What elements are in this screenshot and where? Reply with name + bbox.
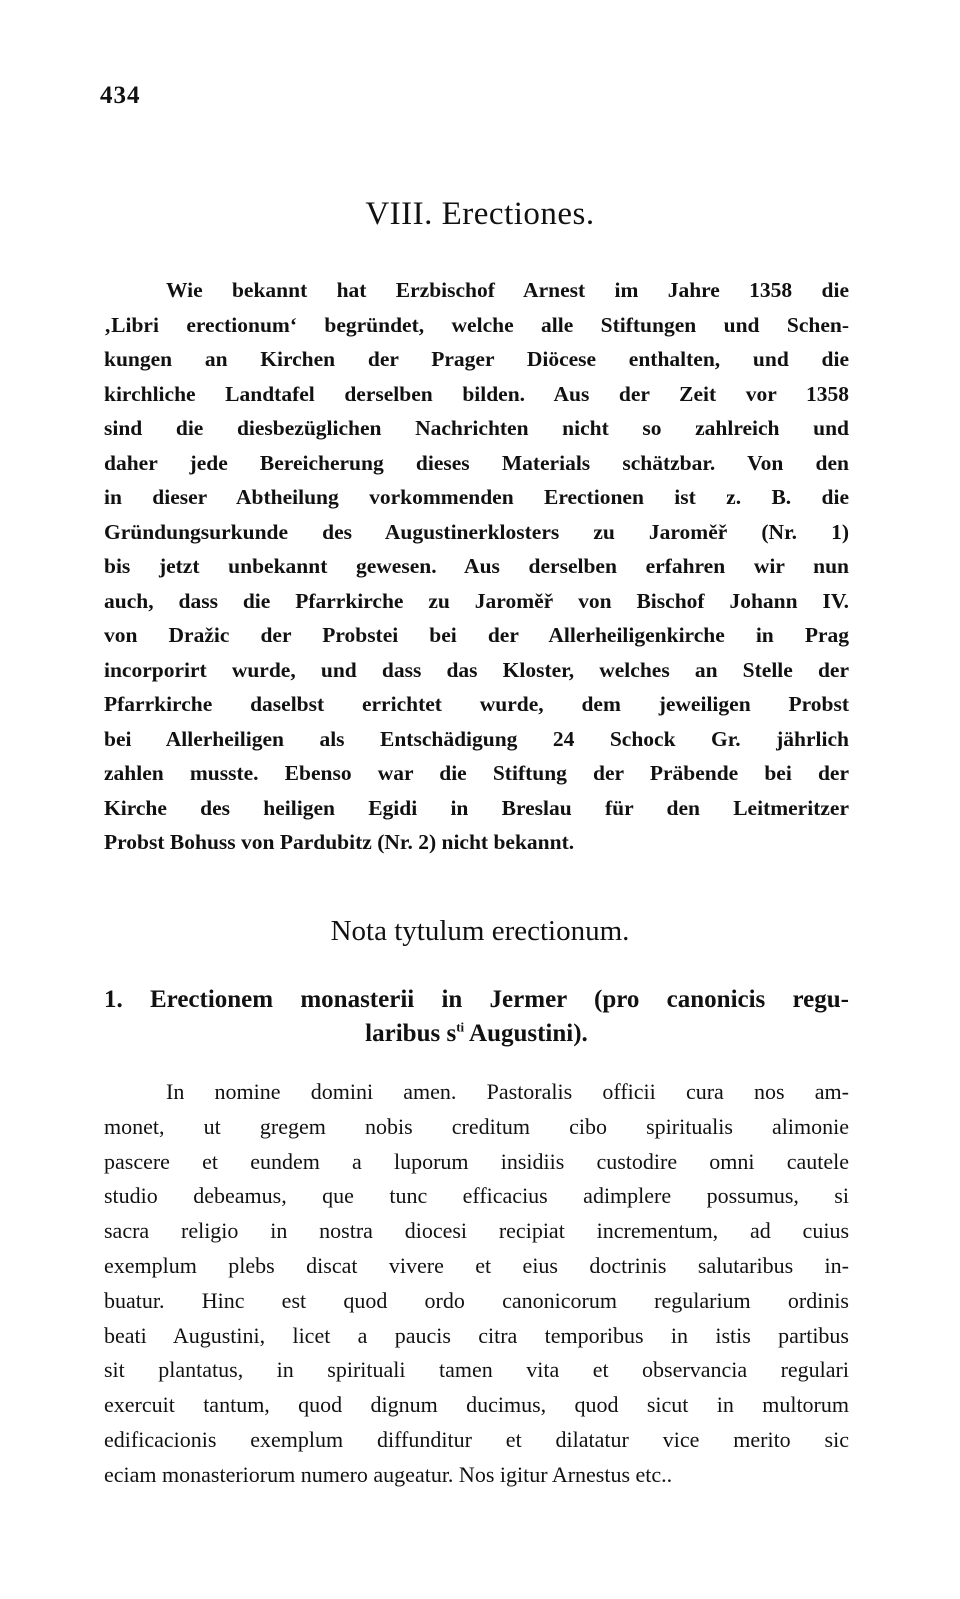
heading-text: laribus s <box>365 1020 457 1047</box>
text-line: exemplum plebs discat vivere et eius doctrinis salutaribus in- <box>104 1252 849 1278</box>
text-line: sacra religio in nostra diocesi recipiat incrementum, ad cuius <box>104 1218 849 1244</box>
text-line: in dieser Abtheilung vorkommenden Erectionen ist z. B. die <box>104 485 849 509</box>
text-line: Probst Bohuss von Pardubitz (Nr. 2) nicht bekannt. <box>104 830 575 854</box>
text-line: sind die diesbezüglichen Nachrichten nicht so zahlreich und <box>104 416 849 440</box>
text-line: kirchliche Landtafel derselben bilden. Aus der Zeit vor 1358 <box>104 381 849 406</box>
text-line: studio debeamus, que tunc efficacius adimplere possumus, si <box>104 1183 849 1209</box>
text-line: edificacionis exemplum diffunditur et dilatatur vice merito sic <box>104 1426 849 1452</box>
text-line: incorporirt wurde, und dass das Kloster, welches an Stelle der <box>104 657 849 682</box>
text-line: bis jetzt unbekannt gewesen. Aus derselben erfahren wir nun <box>104 554 849 578</box>
text-line: exercuit tantum, quod dignum ducimus, quod sicut in multorum <box>104 1392 849 1418</box>
text-line: Pfarrkirche daselbst errichtet wurde, dem jeweiligen Probst <box>104 692 849 716</box>
text-line: von Dražic der Probstei bei der Allerheiligenkirche in Prag <box>104 623 849 647</box>
text-line: Wie bekannt hat Erzbischof Arnest im Jahre 1358 die <box>166 278 849 302</box>
text-line: beati Augustini, licet a paucis citra temporibus in istis partibus <box>104 1322 849 1348</box>
text-line: auch, dass die Pfarrkirche zu Jaroměř von Bischof Johann IV. <box>104 588 849 613</box>
text-line: Kirche des heiligen Egidi in Breslau für den Leitmeritzer <box>104 795 849 820</box>
text-line: Gründungsurkunde des Augustinerklosters zu Jaroměř (Nr. 1) <box>104 519 849 544</box>
text-line: daher jede Bereicherung dieses Materials schätzbar. Von den <box>104 450 849 475</box>
text-line: buatur. Hinc est quod ordo canonicorum regularium ordinis <box>104 1287 849 1313</box>
document-paragraph <box>104 1075 849 1493</box>
intro-paragraph <box>104 273 849 860</box>
text-line: bei Allerheiligen als Entschädigung 24 Schock Gr. jährlich <box>104 726 849 751</box>
text-line: monet, ut gregem nobis creditum cibo spiritualis alimonie <box>104 1113 849 1139</box>
heading-text: Augustini). <box>464 1020 588 1047</box>
document-heading-line: 1. Erectionem monasterii in Jermer (pro canonicis regu- <box>104 986 849 1013</box>
text-line: ‚Libri erectionum‘ begründet, welche alle Stiftungen und Schen- <box>104 312 849 337</box>
text-line: pascere et eundem a luporum insidiis custodire omni cautele <box>104 1148 849 1174</box>
text-line: In nomine domini amen. Pastoralis officii cura nos am- <box>166 1079 849 1104</box>
text-line: sit plantatus, in spirituali tamen vita et observancia regulari <box>104 1357 849 1383</box>
document-heading-line <box>104 1017 849 1051</box>
page-number: 434 <box>100 82 141 109</box>
text-line: eciam monasteriorum numero augeatur. Nos igitur Arnestus etc.. <box>104 1461 673 1487</box>
heading-superscript: ti <box>456 1019 465 1035</box>
chapter-title: VIII. Erectiones. <box>365 196 595 232</box>
text-line: kungen an Kirchen der Prager Diöcese enthalten, und die <box>104 347 849 371</box>
document-heading <box>104 983 849 1051</box>
text-line: zahlen musste. Ebenso war die Stiftung der Präbende bei der <box>104 761 849 785</box>
section-title: Nota tytulum erectionum. <box>330 915 630 947</box>
